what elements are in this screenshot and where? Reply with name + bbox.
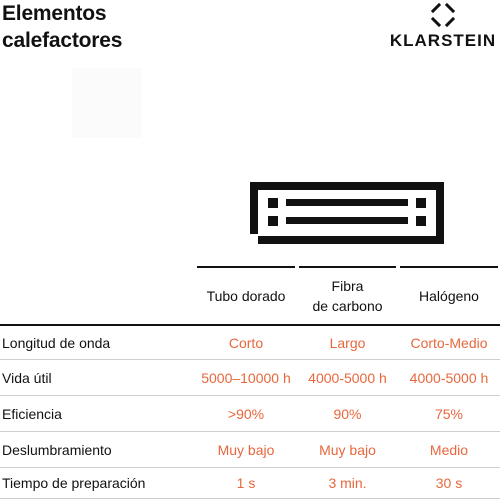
table-cell: 4000-5000 h — [409, 369, 489, 386]
table-cell: Largo — [329, 334, 366, 351]
table-cell: 30 s — [435, 474, 463, 491]
background-decoration — [72, 68, 142, 138]
table-cell: 90% — [333, 405, 362, 422]
title-line-2: calefactores — [2, 29, 123, 52]
row-label: Longitud de onda — [2, 334, 111, 351]
table-cell: 5000–10000 h — [201, 369, 291, 386]
table-cell: >90% — [227, 405, 265, 422]
table-cell: Medio — [429, 441, 469, 458]
column-header-halogeno — [400, 266, 498, 324]
row-label: Eficiencia — [2, 405, 62, 422]
table-cell: 75% — [434, 405, 464, 422]
column-header-fibra-de-carbono — [299, 266, 396, 324]
column-header-line: de carbono — [312, 298, 383, 314]
table-row — [0, 360, 500, 396]
row-label: Vida útil — [2, 369, 52, 386]
brand-logo — [388, 2, 498, 51]
table-row — [0, 467, 500, 499]
klarstein-logo-icon — [430, 2, 456, 28]
table-cell: Corto — [228, 334, 264, 351]
row-label: Tiempo de preparación — [2, 474, 146, 491]
table-cell: Muy bajo — [319, 441, 376, 458]
table-cell: 4000-5000 h — [308, 369, 387, 386]
column-header-line: Tubo dorado — [206, 288, 286, 304]
brand-name: KLARSTEIN — [389, 31, 497, 50]
table-cell: 1 s — [236, 474, 256, 491]
column-header-line: Halógeno — [419, 288, 479, 304]
table-row — [0, 396, 500, 432]
table-cell: 3 min. — [328, 474, 367, 491]
column-header-line: Fibra — [331, 278, 364, 294]
page-title — [2, 0, 242, 54]
column-header-tubo-dorado — [197, 266, 295, 324]
table-cell: Muy bajo — [217, 441, 275, 458]
table-cell: Corto-Medio — [410, 334, 488, 351]
heater-element-icon — [248, 180, 446, 246]
row-label: Deslumbramiento — [2, 441, 112, 458]
table-row — [0, 432, 500, 468]
title-line-1: Elementos — [2, 2, 107, 25]
table-row — [0, 324, 500, 360]
